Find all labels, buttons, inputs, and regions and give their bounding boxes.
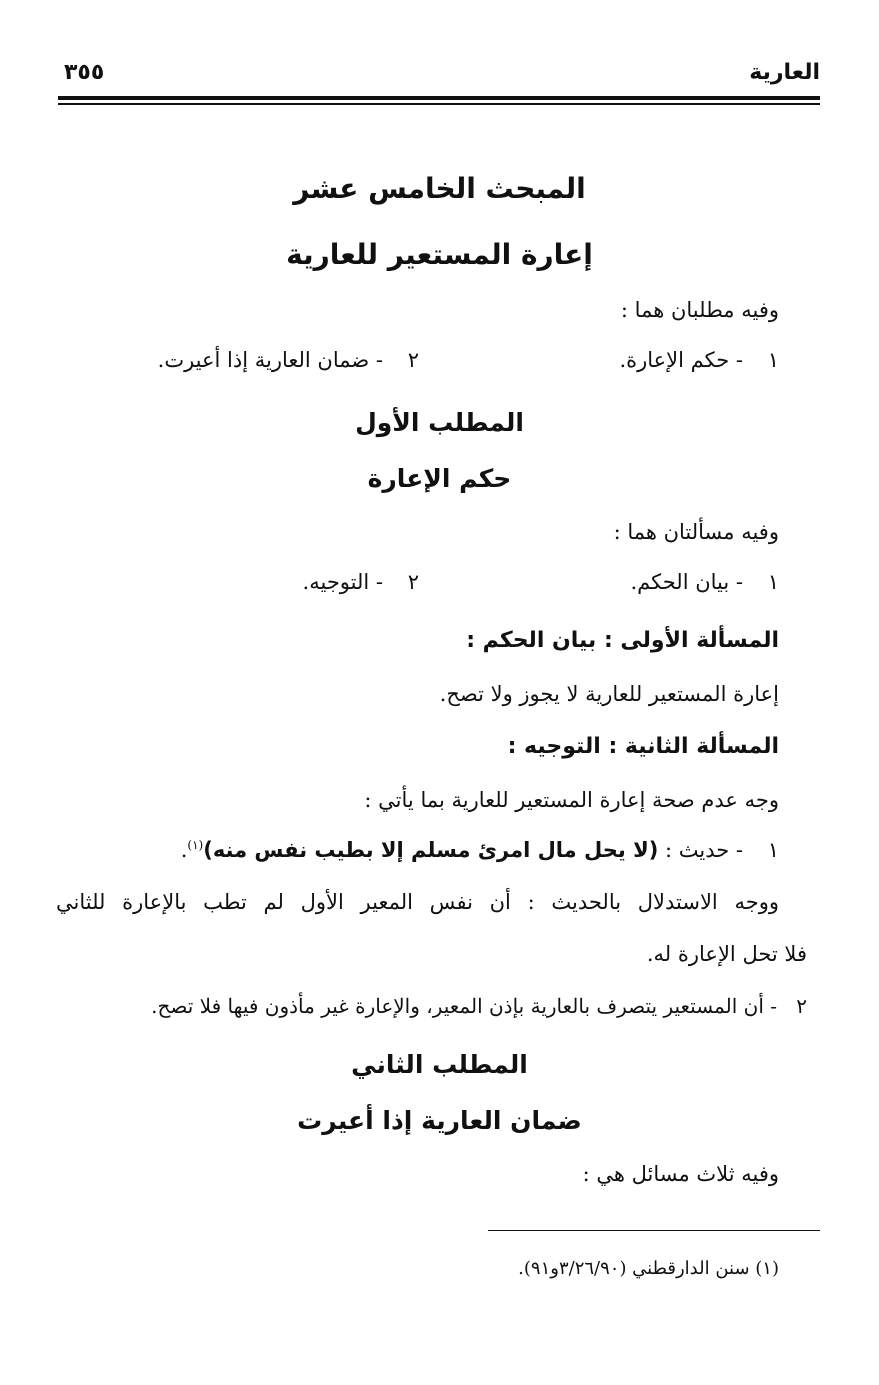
page-number: ٣٥٥ [64,60,105,85]
issue2-point-1-number: ١ [767,838,779,862]
intro-item-1-text: - حكم الإعارة. [619,348,743,372]
section2-title: المطلب الثاني [351,1050,528,1079]
section1-item-1-number: ١ [767,570,779,594]
footnote: (١) سنن الدارقطني (٣/٢٦/٩٠و٩١). [518,1258,779,1279]
issue1-heading: المسألة الأولى : بيان الحكم : [466,628,779,653]
intro-item-1-number: ١ [767,348,779,372]
reason-line-1: ووجه الاستدلال بالحديث : أن نفس المعير الأول لم تطب بالإعارة للثاني [56,890,779,914]
reason-line-2: فلا تحل الإعارة له. [646,942,807,966]
issue2-point-2 [151,994,807,1018]
section1-title: المطلب الأول [355,408,524,437]
issue2-intro: وجه عدم صحة إعارة المستعير للعارية بما يأتي : [364,788,779,812]
section1-item-2 [303,570,419,594]
hadith-quote: (لا يحل مال امرئ مسلم إلا بطيب نفس منه) [203,838,659,862]
running-title: العارية [749,60,820,85]
running-header [60,60,820,100]
intro-item-2-text: - ضمان العارية إذا أعيرت. [157,348,383,372]
section1-subtitle: حكم الإعارة [367,464,512,493]
section2-subtitle: ضمان العارية إذا أعيرت [297,1106,582,1135]
issue2-point-1 [181,838,779,862]
issue1-text: إعارة المستعير للعارية لا يجوز ولا تصح. [439,682,779,706]
section1-item-2-number: ٢ [407,570,419,594]
intro-text: وفيه مطلبان هما : [620,298,779,322]
intro-item-1 [619,348,779,372]
issue2-point-1-end: . [180,838,188,862]
section1-item-1 [631,570,780,594]
chapter-subtitle: إعارة المستعير للعارية [286,238,593,271]
section1-item-2-text: - التوجيه. [302,570,383,594]
section1-intro: وفيه مسألتان هما : [613,520,779,544]
issue2-point-1-label: - حديث : [665,838,743,862]
issue2-heading: المسألة الثانية : التوجيه : [507,734,779,759]
issue2-point-2-text: - أن المستعير يتصرف بالعارية بإذن المعير، والإعارة غير مأذون فيها فلا تصح. [151,994,777,1018]
footnote-ref: (١) [187,838,204,852]
header-rule-thick [58,96,820,100]
header-rule-thin [58,103,820,105]
intro-item-2 [158,348,419,372]
issue2-point-2-number: ٢ [796,994,807,1018]
section2-intro: وفيه ثلاث مسائل هي : [582,1162,779,1186]
footnote-separator [488,1230,820,1231]
chapter-title: المبحث الخامس عشر [293,172,586,205]
section1-item-1-text: - بيان الحكم. [630,570,743,594]
intro-item-2-number: ٢ [407,348,419,372]
